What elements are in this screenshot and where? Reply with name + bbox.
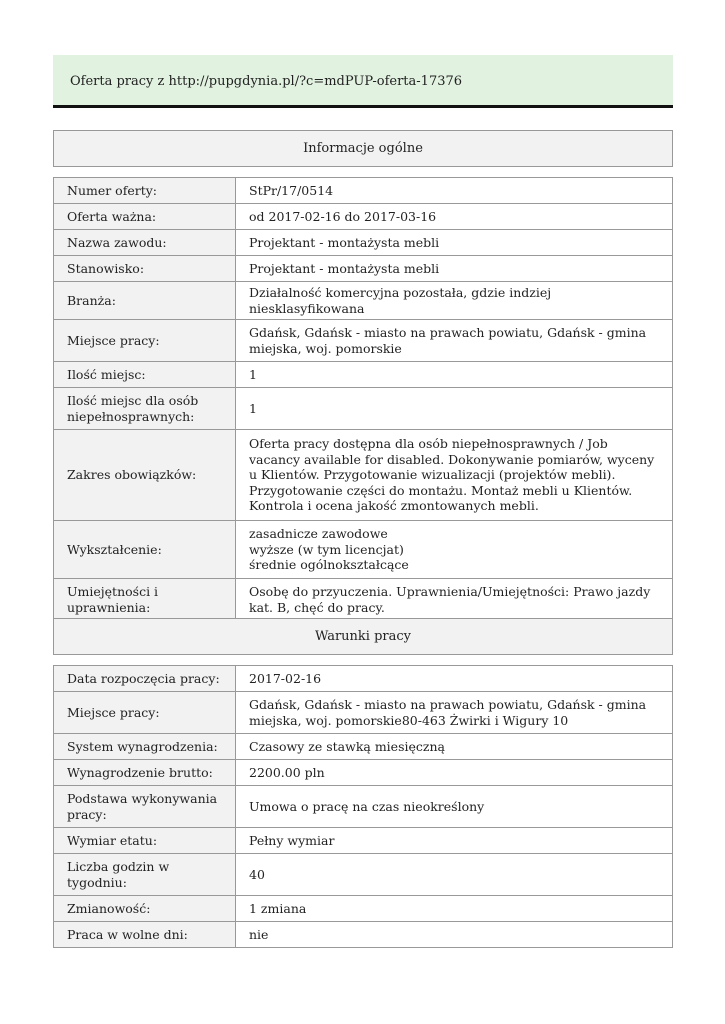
row-label: Oferta ważna:: [54, 204, 236, 230]
table-row: [54, 666, 673, 692]
row-label: Miejsce pracy:: [54, 320, 236, 362]
row-label: Ilość miejsc dla osób niepełnosprawnych:: [54, 388, 236, 430]
row-value: Umowa o pracę na czas nieokreślony: [236, 786, 673, 828]
conditions-table: [53, 665, 673, 948]
row-value: 1: [236, 362, 673, 388]
row-label: Wymiar etatu:: [54, 828, 236, 854]
row-label: Liczba godzin w tygodniu:: [54, 854, 236, 896]
section-title-conditions: Warunki pracy: [53, 618, 673, 655]
table-row: [54, 256, 673, 282]
row-value: Działalność komercyjna pozostała, gdzie indziej niesklasyfikowana: [236, 282, 673, 320]
table-row: [54, 760, 673, 786]
table-row: [54, 922, 673, 948]
row-value: Projektant - montażysta mebli: [236, 256, 673, 282]
row-value: Oferta pracy dostępna dla osób niepełnosprawnych / Job vacancy available for disabled. Dokonywanie pomiarów, wyceny u Klientów. Przygotowanie wizualizacji (projektów mebli). Przygotowanie części do montażu. Montaż mebli u Klientów. Kontrola i ocena jakość zmontowanych mebli.: [236, 430, 673, 521]
row-label: Data rozpoczęcia pracy:: [54, 666, 236, 692]
table-row: [54, 579, 673, 621]
row-value: od 2017-02-16 do 2017-03-16: [236, 204, 673, 230]
table-row: [54, 362, 673, 388]
row-label: Wykształcenie:: [54, 521, 236, 579]
row-label: Zakres obowiązków:: [54, 430, 236, 521]
row-value: Osobę do przyuczenia. Uprawnienia/Umiejętności: Prawo jazdy kat. B, chęć do pracy.: [236, 579, 673, 621]
table-row: [54, 521, 673, 579]
row-label: Praca w wolne dni:: [54, 922, 236, 948]
row-value: 2200.00 pln: [236, 760, 673, 786]
row-label: Stanowisko:: [54, 256, 236, 282]
table-row: [54, 230, 673, 256]
row-value: Gdańsk, Gdańsk - miasto na prawach powiatu, Gdańsk - gmina miejska, woj. pomorskie: [236, 320, 673, 362]
general-info-table: [53, 177, 673, 621]
row-value: Projektant - montażysta mebli: [236, 230, 673, 256]
row-value: 1 zmiana: [236, 896, 673, 922]
row-label: System wynagrodzenia:: [54, 734, 236, 760]
row-value: StPr/17/0514: [236, 178, 673, 204]
row-label: Podstawa wykonywania pracy:: [54, 786, 236, 828]
table-row: [54, 388, 673, 430]
offer-source-title: Oferta pracy z http://pupgdynia.pl/?c=mdPUP-oferta-17376: [70, 74, 463, 89]
row-value: nie: [236, 922, 673, 948]
table-row: [54, 854, 673, 896]
table-row: [54, 178, 673, 204]
offer-header: [53, 55, 673, 108]
table-row: [54, 896, 673, 922]
row-label: Miejsce pracy:: [54, 692, 236, 734]
table-row: [54, 692, 673, 734]
row-value: 1: [236, 388, 673, 430]
row-value: Pełny wymiar: [236, 828, 673, 854]
section-title-general: Informacje ogólne: [53, 130, 673, 167]
row-label: Umiejętności i uprawnienia:: [54, 579, 236, 621]
row-value: Czasowy ze stawką miesięczną: [236, 734, 673, 760]
row-label: Nazwa zawodu:: [54, 230, 236, 256]
row-value: 40: [236, 854, 673, 896]
table-row: [54, 786, 673, 828]
table-row: [54, 734, 673, 760]
row-value: zasadnicze zawodowe wyższe (w tym licencjat) średnie ogólnokształcące: [236, 521, 673, 579]
row-label: Ilość miejsc:: [54, 362, 236, 388]
table-row: [54, 204, 673, 230]
row-value: Gdańsk, Gdańsk - miasto na prawach powiatu, Gdańsk - gmina miejska, woj. pomorskie80-463 Żwirki i Wigury 10: [236, 692, 673, 734]
row-label: Zmianowość:: [54, 896, 236, 922]
row-label: Branża:: [54, 282, 236, 320]
row-value: 2017-02-16: [236, 666, 673, 692]
table-row: [54, 828, 673, 854]
row-label: Wynagrodzenie brutto:: [54, 760, 236, 786]
table-row: [54, 282, 673, 320]
table-row: [54, 430, 673, 521]
row-label: Numer oferty:: [54, 178, 236, 204]
table-row: [54, 320, 673, 362]
